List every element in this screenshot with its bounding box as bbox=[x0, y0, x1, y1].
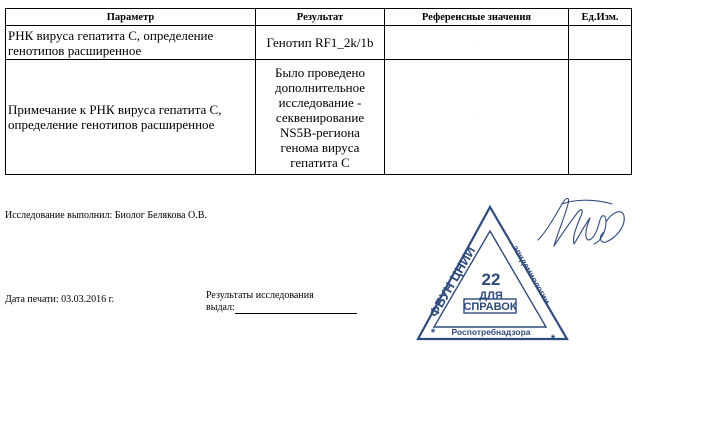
print-date: Дата печати: 03.03.2016 г. bbox=[5, 294, 115, 305]
header-param: Параметр bbox=[6, 9, 256, 26]
stamp-left-text: ФБУН ЦНИИ bbox=[425, 243, 479, 320]
stamp-line1: ДЛЯ bbox=[479, 290, 503, 302]
row-2-reference: · bbox=[385, 60, 569, 175]
table-header-row bbox=[6, 9, 632, 26]
row-1-unit bbox=[569, 26, 632, 60]
row-1-result: Генотип RF1_2k/1b bbox=[256, 26, 385, 60]
stamp-bottom-text: Роспотребнадзора bbox=[451, 327, 531, 337]
row-1-reference: · bbox=[385, 26, 569, 60]
stamp-star-left: * bbox=[430, 327, 436, 339]
header-reference: Референсные значения bbox=[385, 9, 569, 26]
header-result: Результат bbox=[256, 9, 385, 26]
row-1-param: РНК вируса гепатита С, определение генотипов расширенное bbox=[6, 26, 256, 60]
row-2-result: Было проведено дополнительное исследование - секвенирование NS5B-региона генома вируса гепатита С bbox=[256, 60, 385, 175]
table-row bbox=[6, 60, 632, 175]
issued-by-line2: выдал: bbox=[206, 302, 235, 313]
performed-by: Исследование выполнил: Биолог Белякова О.В. bbox=[5, 210, 207, 221]
results-table bbox=[5, 8, 632, 175]
table-row bbox=[6, 26, 632, 60]
stamp-star-right: * bbox=[550, 333, 556, 344]
issued-by bbox=[206, 290, 357, 314]
row-2-unit bbox=[569, 60, 632, 175]
stamp-right-text: эпидемиологии bbox=[510, 243, 553, 306]
stamp-number: 22 bbox=[481, 270, 501, 289]
handwritten-signature bbox=[532, 192, 632, 272]
issued-by-line1: Результаты исследования bbox=[206, 290, 314, 301]
row-2-param: Примечание к РНК вируса гепатита С, определение генотипов расширенное bbox=[6, 60, 256, 175]
header-unit: Ед.Изм. bbox=[569, 9, 632, 26]
issued-signature-line bbox=[235, 303, 357, 314]
stamp-line2: СПРАВОК bbox=[463, 301, 517, 313]
